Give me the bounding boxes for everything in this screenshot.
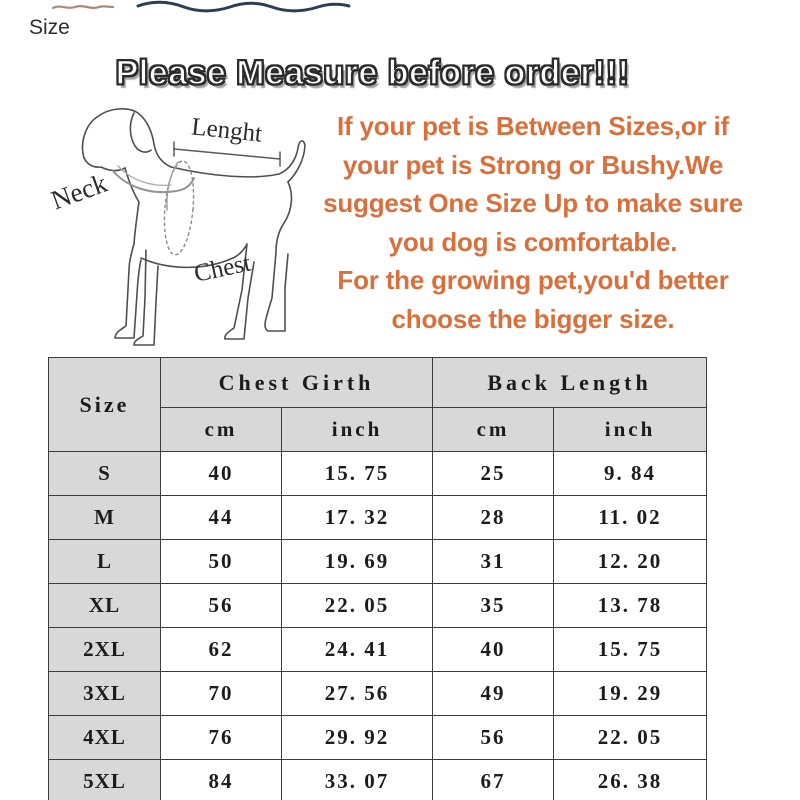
header-chest-girth: Chest Girth <box>161 358 433 408</box>
size-cell: XL <box>49 584 161 628</box>
chest-inch-cell: 19. 69 <box>282 540 433 584</box>
back-cm-cell: 28 <box>433 496 554 540</box>
back-inch-cell: 26. 38 <box>554 760 707 800</box>
back-inch-cell: 9. 84 <box>554 452 707 496</box>
size-cell: M <box>49 496 161 540</box>
neck-label: Neck <box>47 167 111 216</box>
back-cm-cell: 40 <box>433 628 554 672</box>
chest-cm-cell: 76 <box>161 716 282 760</box>
chest-cm-cell: 62 <box>161 628 282 672</box>
chest-inch-cell: 29. 92 <box>282 716 433 760</box>
chest-inch-cell: 27. 56 <box>282 672 433 716</box>
size-cell: 2XL <box>49 628 161 672</box>
back-cm-cell: 25 <box>433 452 554 496</box>
dog-ear <box>130 113 151 152</box>
chest-girth-solid-arc <box>167 162 178 210</box>
back-cm-cell: 49 <box>433 672 554 716</box>
back-inch-cell: 19. 29 <box>554 672 707 716</box>
table-row <box>49 496 707 540</box>
back-cm-cell: 35 <box>433 584 554 628</box>
chest-cm-cell: 40 <box>161 452 282 496</box>
page-title: Please Measure before order!!! <box>115 54 630 92</box>
dog-front-leg-far <box>134 250 158 345</box>
table-row <box>49 452 707 496</box>
advice-text <box>318 107 748 338</box>
chest-inch-cell: 24. 41 <box>282 628 433 672</box>
table-row <box>49 540 707 584</box>
chest-inch-cell: 33. 07 <box>282 760 433 800</box>
back-inch-cell: 15. 75 <box>554 628 707 672</box>
dog-collar <box>113 171 194 192</box>
chest-inch-cell: 15. 75 <box>282 452 433 496</box>
advice-line: you dog is comfortable. <box>388 226 678 257</box>
chest-inch-cell: 17. 32 <box>282 496 433 540</box>
back-cm-cell: 31 <box>433 540 554 584</box>
chest-label: Chest <box>191 249 254 288</box>
table-row <box>49 716 707 760</box>
table-row <box>49 760 707 800</box>
size-cell: S <box>49 452 161 496</box>
top-decoration <box>0 0 800 20</box>
advice-line: If your pet is Between Sizes,or if <box>337 111 729 141</box>
advice-line: suggest One Size Up to make sure <box>323 188 743 218</box>
size-cell: 4XL <box>49 716 161 760</box>
length-label: Lenght <box>190 113 264 148</box>
header-back-inch: inch <box>554 408 707 452</box>
advice-line: your pet is Strong or Bushy.We <box>342 149 724 180</box>
header-back-length: Back Length <box>433 358 707 408</box>
table-row <box>49 628 707 672</box>
back-cm-cell: 67 <box>433 760 554 800</box>
back-inch-cell: 11. 02 <box>554 496 707 540</box>
table-row <box>49 584 707 628</box>
advice-line: choose the bigger size. <box>391 303 675 334</box>
chest-cm-cell: 50 <box>161 540 282 584</box>
back-inch-cell: 13. 78 <box>554 584 707 628</box>
chest-cm-cell: 70 <box>161 672 282 716</box>
back-inch-cell: 12. 20 <box>554 540 707 584</box>
table-row <box>49 672 707 716</box>
size-table <box>48 357 707 800</box>
header-chest-inch: inch <box>282 408 433 452</box>
dog-front-leg <box>115 168 141 338</box>
length-measure-line <box>174 142 280 166</box>
dog-rear-leg <box>265 182 291 331</box>
header-back-cm: cm <box>433 408 554 452</box>
size-cell: 5XL <box>49 760 161 800</box>
chest-cm-cell: 44 <box>161 496 282 540</box>
size-cell: 3XL <box>49 672 161 716</box>
scribble-decoration <box>53 6 113 8</box>
dog-jaw <box>84 158 125 171</box>
size-table-body <box>49 452 707 800</box>
chest-inch-cell: 22. 05 <box>282 584 433 628</box>
wavy-line-decoration <box>138 2 349 10</box>
header-size: Size <box>49 358 161 452</box>
back-inch-cell: 22. 05 <box>554 716 707 760</box>
size-cell: L <box>49 540 161 584</box>
advice-line: For the growing pet,you'd better <box>337 265 729 295</box>
header-chest-cm: cm <box>161 408 282 452</box>
back-cm-cell: 56 <box>433 716 554 760</box>
chest-cm-cell: 56 <box>161 584 282 628</box>
table-header-row <box>49 358 707 408</box>
dog-measurement-diagram <box>28 98 343 350</box>
chest-cm-cell: 84 <box>161 760 282 800</box>
size-section-label: Size <box>29 16 70 39</box>
